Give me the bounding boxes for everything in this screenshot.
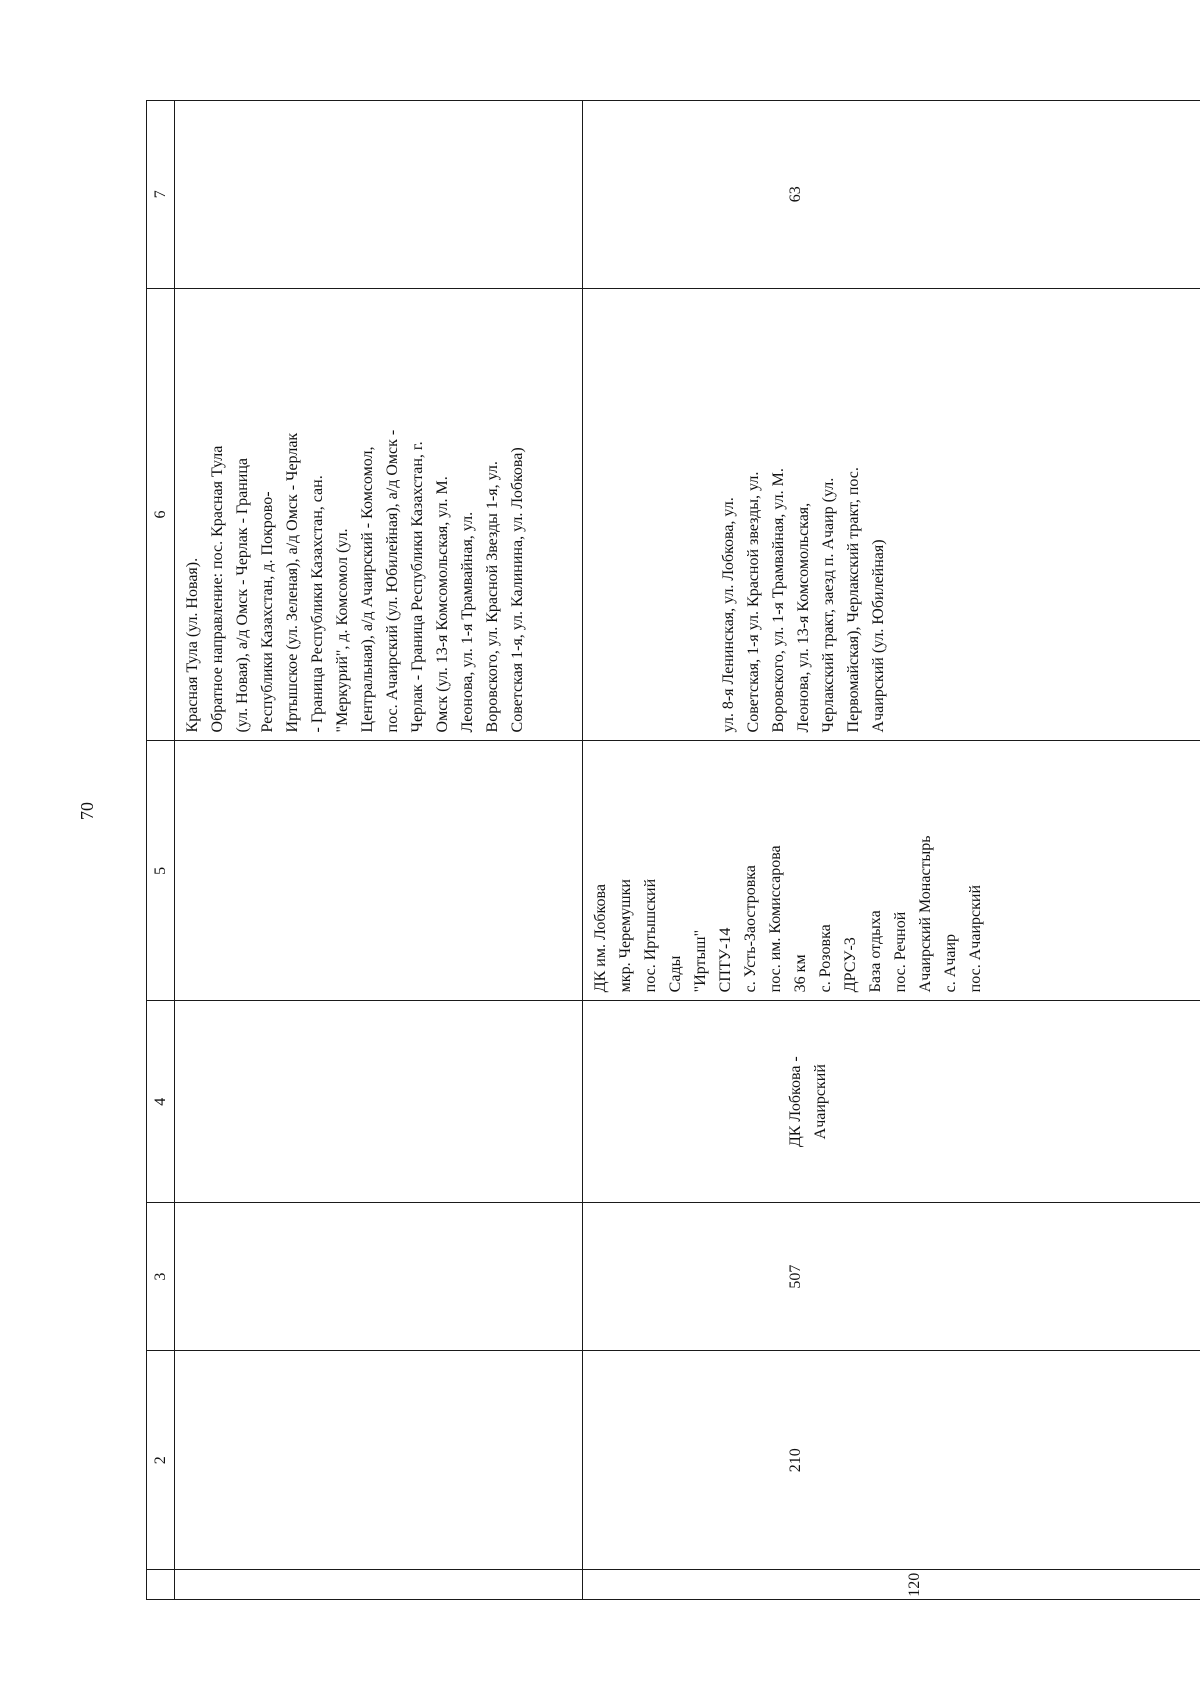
cell-a7	[175, 101, 583, 289]
route-table	[146, 100, 1200, 1600]
street-line: Леонова, ул. 13-я Комсомольская,	[795, 502, 812, 733]
cell-streets-list	[583, 288, 1200, 741]
table-row	[175, 101, 583, 1600]
route-line: (ул. Новая), а/д Омск - Черлак - Граница	[234, 457, 251, 733]
stop-item: пос. Речной	[892, 911, 909, 993]
stop-item: с. Ачаир	[942, 933, 959, 993]
value-col3: 507	[787, 1264, 804, 1289]
table-row	[583, 101, 1200, 1600]
stop-item: пос. Иртышский	[642, 878, 659, 993]
route-line: пос. Ачаирский (ул. Юбилейная), а/д Омск -	[384, 429, 401, 733]
cell-b3	[583, 1203, 1200, 1351]
header-cell-2: 2	[147, 1351, 175, 1570]
rotated-sheet	[146, 100, 1197, 1600]
stop-item: 36 км	[792, 954, 809, 993]
stop-item: мкр. Черемушки	[617, 879, 634, 993]
cell-a6-route-description	[175, 288, 583, 741]
route-line: - Граница Республики Казахстан, сан.	[309, 475, 326, 733]
street-line: Первомайская), Черлакский тракт, пос.	[845, 467, 862, 733]
stop-item: "Иртыш"	[692, 929, 709, 993]
header-cell-5: 5	[147, 741, 175, 1001]
route-name-line: ДК Лобкова -	[787, 1056, 804, 1148]
stop-item: с. Розовка	[817, 924, 834, 993]
cell-a3	[175, 1203, 583, 1351]
route-line: Иртышское (ул. Зеленая), а/д Омск - Черлак	[284, 432, 301, 733]
route-line: Воровского, ул. Красной Звезды 1-я, ул.	[484, 461, 501, 733]
stop-item: СПТУ-14	[717, 927, 734, 993]
cell-b2	[583, 1351, 1200, 1570]
street-line: ул. 8-я Ленинская, ул. Лобкова, ул.	[720, 497, 737, 733]
cell-a1	[175, 1570, 583, 1600]
stop-item: ДК им. Лобкова	[592, 884, 609, 993]
header-row	[147, 101, 175, 1600]
stop-item: с. Усть-Заостровка	[742, 865, 759, 993]
route-line: Омск (ул. 13-я Комсомольская, ул. М.	[434, 476, 451, 733]
table-wrap	[146, 100, 1046, 1600]
header-cell-3: 3	[147, 1203, 175, 1351]
cell-route-name	[583, 1001, 1200, 1203]
cell-route-number	[583, 1570, 1200, 1600]
route-line: Республики Казахстан, д. Покрово-	[259, 491, 276, 733]
stop-item: пос. им. Комиссарова	[767, 845, 784, 993]
cell-stops-list	[583, 741, 1200, 1001]
header-cell-7: 7	[147, 101, 175, 289]
stop-item: пос. Ачаирский	[967, 884, 984, 993]
street-line: Черлакский тракт, заезд п. Ачаир (ул.	[820, 477, 837, 733]
route-name-line: Ачаирский	[812, 1064, 829, 1140]
street-line: Ачаирский (ул. Юбилейная)	[870, 539, 887, 733]
stop-item: База отдыха	[867, 910, 884, 993]
route-line: "Меркурий", д. Комсомол (ул.	[334, 528, 351, 733]
page-number: 70	[76, 802, 97, 820]
cell-a2	[175, 1351, 583, 1570]
route-line: Обратное направление: пос. Красная Тула	[209, 445, 226, 733]
street-line: Советская, 1-я ул. Красной звезды, ул.	[745, 471, 762, 733]
cell-a5	[175, 741, 583, 1001]
header-cell-4: 4	[147, 1001, 175, 1203]
stop-item: ДРСУ-3	[842, 937, 859, 993]
route-number: 120	[906, 1572, 923, 1597]
stop-item: Ачаирский Монастырь	[917, 835, 934, 993]
route-line: Советская 1-я, ул. Калинина, ул. Лобкова)	[509, 447, 526, 733]
route-line: Красная Тула (ул. Новая).	[184, 557, 201, 733]
route-line: Центральная), а/д Ачаирский - Комсомол,	[359, 446, 376, 733]
value-col7: 63	[787, 186, 804, 203]
value-col2: 210	[787, 1448, 804, 1473]
stop-item: Сады	[667, 955, 684, 993]
route-line: Леонова, ул. 1-я Трамвайная, ул.	[459, 511, 476, 733]
header-cell-1	[147, 1570, 175, 1600]
cell-b7	[583, 101, 1200, 289]
street-line: Воровского, ул. 1-я Трамвайная, ул. М.	[770, 468, 787, 733]
cell-a4	[175, 1001, 583, 1203]
route-line: Черлак - Граница Республики Казахстан, г.	[409, 441, 426, 733]
header-cell-6: 6	[147, 288, 175, 741]
